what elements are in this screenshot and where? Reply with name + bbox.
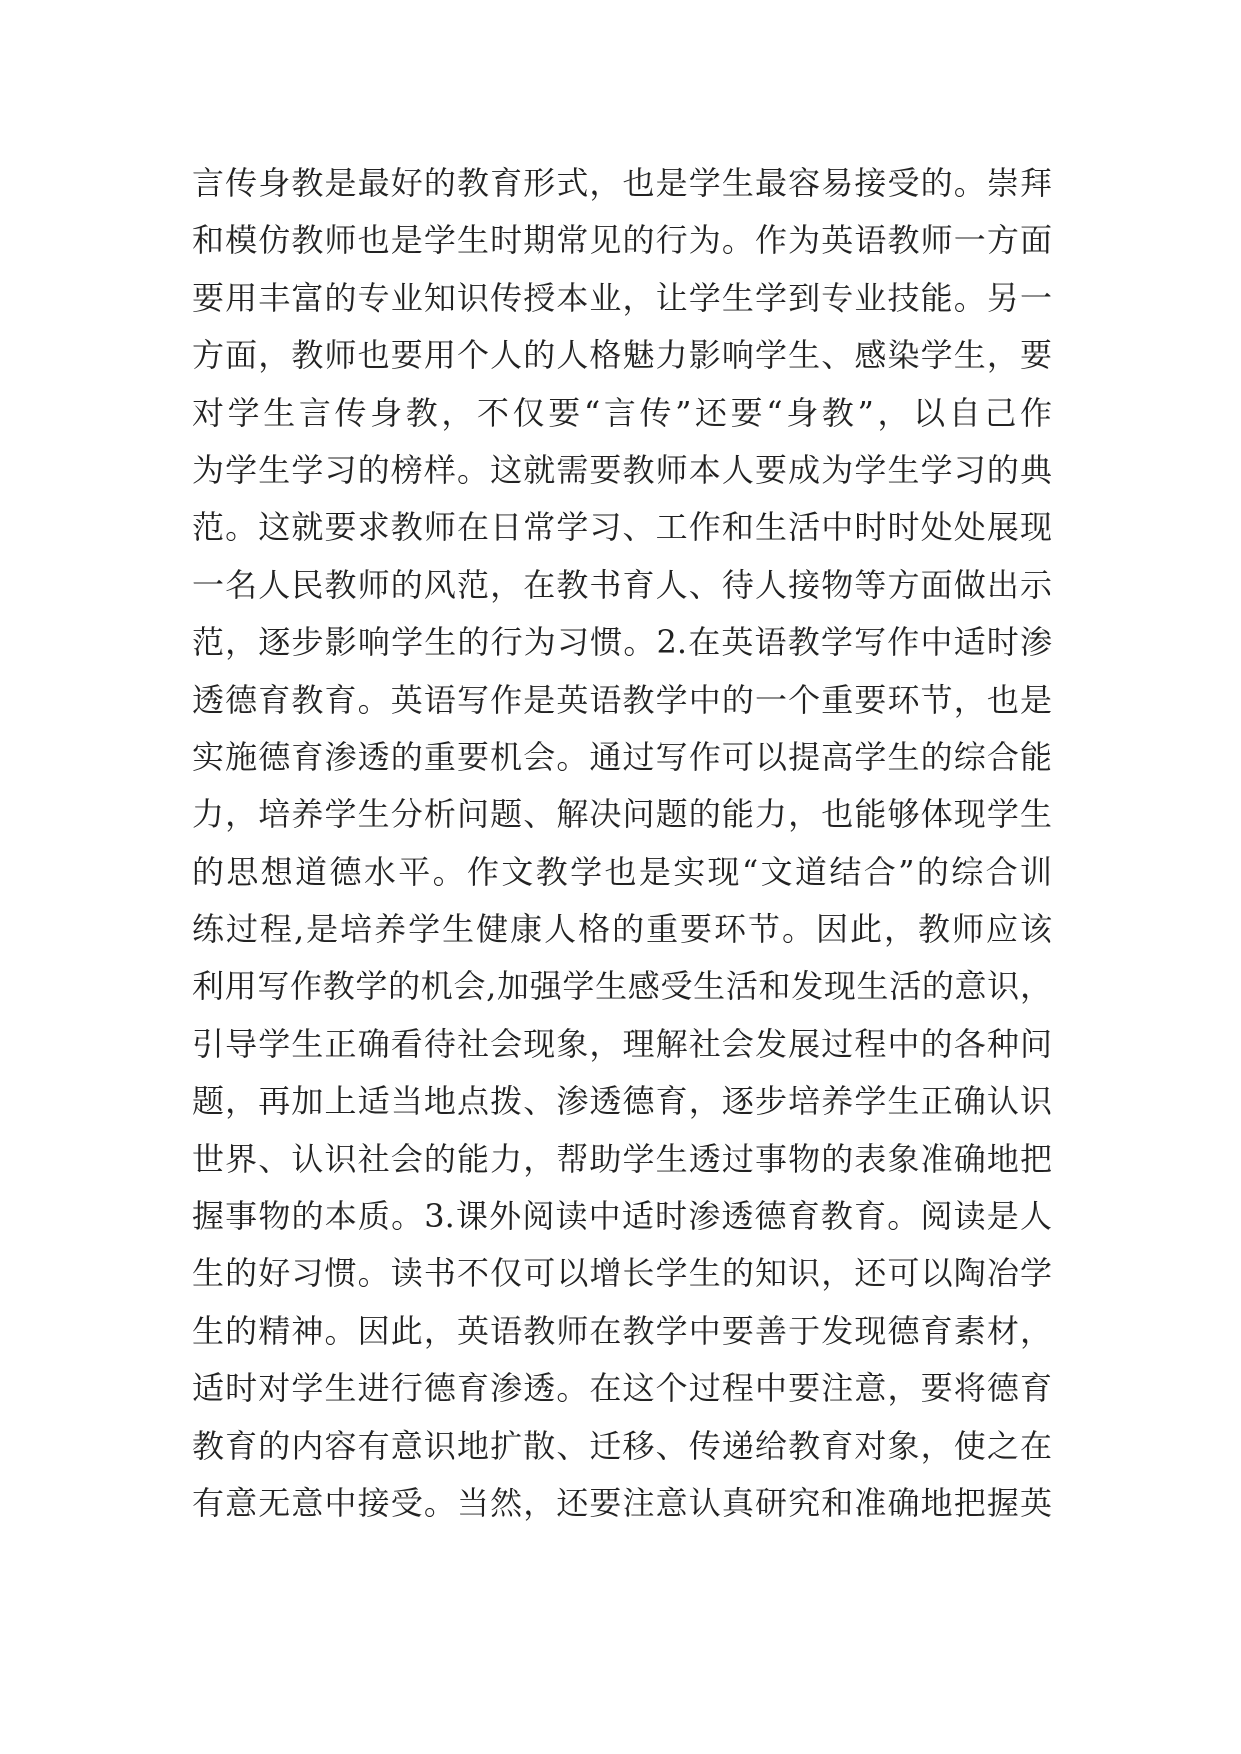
- body-text: [192, 155, 1052, 1532]
- text-line: 生的精神。因此，英语教师在教学中要善于发现德育素材，: [192, 1311, 1052, 1350]
- text-line: 和模仿教师也是学生时期常见的行为。作为英语教师一方面: [192, 221, 1052, 260]
- text-line: 题，再加上适当地点拨、渗透德育，逐步培养学生正确认识: [192, 1082, 1052, 1121]
- text-line: 透德育教育。英语写作是英语教学中的一个重要环节，也是: [192, 680, 1052, 719]
- text-line: 范，逐步影响学生的行为习惯。2.在英语教学写作中适时渗: [192, 623, 1052, 662]
- text-line: 力，培养学生分析问题、解决问题的能力，也能够体现学生: [192, 795, 1052, 834]
- text-line: 练过程,是培养学生健康人格的重要环节。因此，教师应该: [192, 910, 1052, 949]
- text-line: 范。这就要求教师在日常学习、工作和生活中时时处处展现: [192, 508, 1052, 547]
- text-line: 有意无意中接受。当然，还要注意认真研究和准确地把握英: [192, 1483, 1052, 1522]
- text-line: 一名人民教师的风范，在教书育人、待人接物等方面做出示: [192, 565, 1052, 604]
- text-line: 引导学生正确看待社会现象，理解社会发展过程中的各种问: [192, 1024, 1052, 1063]
- text-line: 握事物的本质。3.课外阅读中适时渗透德育教育。阅读是人: [192, 1197, 1052, 1236]
- text-line: 实施德育渗透的重要机会。通过写作可以提高学生的综合能: [192, 737, 1052, 776]
- text-line: 生的好习惯。读书不仅可以增长学生的知识，还可以陶冶学: [192, 1254, 1052, 1293]
- text-line: 教育的内容有意识地扩散、迁移、传递给教育对象，使之在: [192, 1426, 1052, 1465]
- text-line: 的思想道德水平。作文教学也是实现“文道结合”的综合训: [192, 852, 1052, 891]
- text-line: 对学生言传身教，不仅要“言传”还要“身教”，以自己作: [192, 393, 1052, 432]
- text-line: 言传身教是最好的教育形式，也是学生最容易接受的。崇拜: [192, 164, 1052, 202]
- text-line: 为学生学习的榜样。这就需要教师本人要成为学生学习的典: [192, 450, 1052, 489]
- text-line: 要用丰富的专业知识传授本业，让学生学到专业技能。另一: [192, 278, 1052, 317]
- text-line: 利用写作教学的机会,加强学生感受生活和发现生活的意识，: [192, 967, 1052, 1006]
- text-line: 适时对学生进行德育渗透。在这个过程中要注意，要将德育: [192, 1369, 1052, 1408]
- text-line: 世界、认识社会的能力，帮助学生透过事物的表象准确地把: [192, 1139, 1052, 1178]
- text-line: 方面，教师也要用个人的人格魅力影响学生、感染学生，要: [192, 336, 1052, 375]
